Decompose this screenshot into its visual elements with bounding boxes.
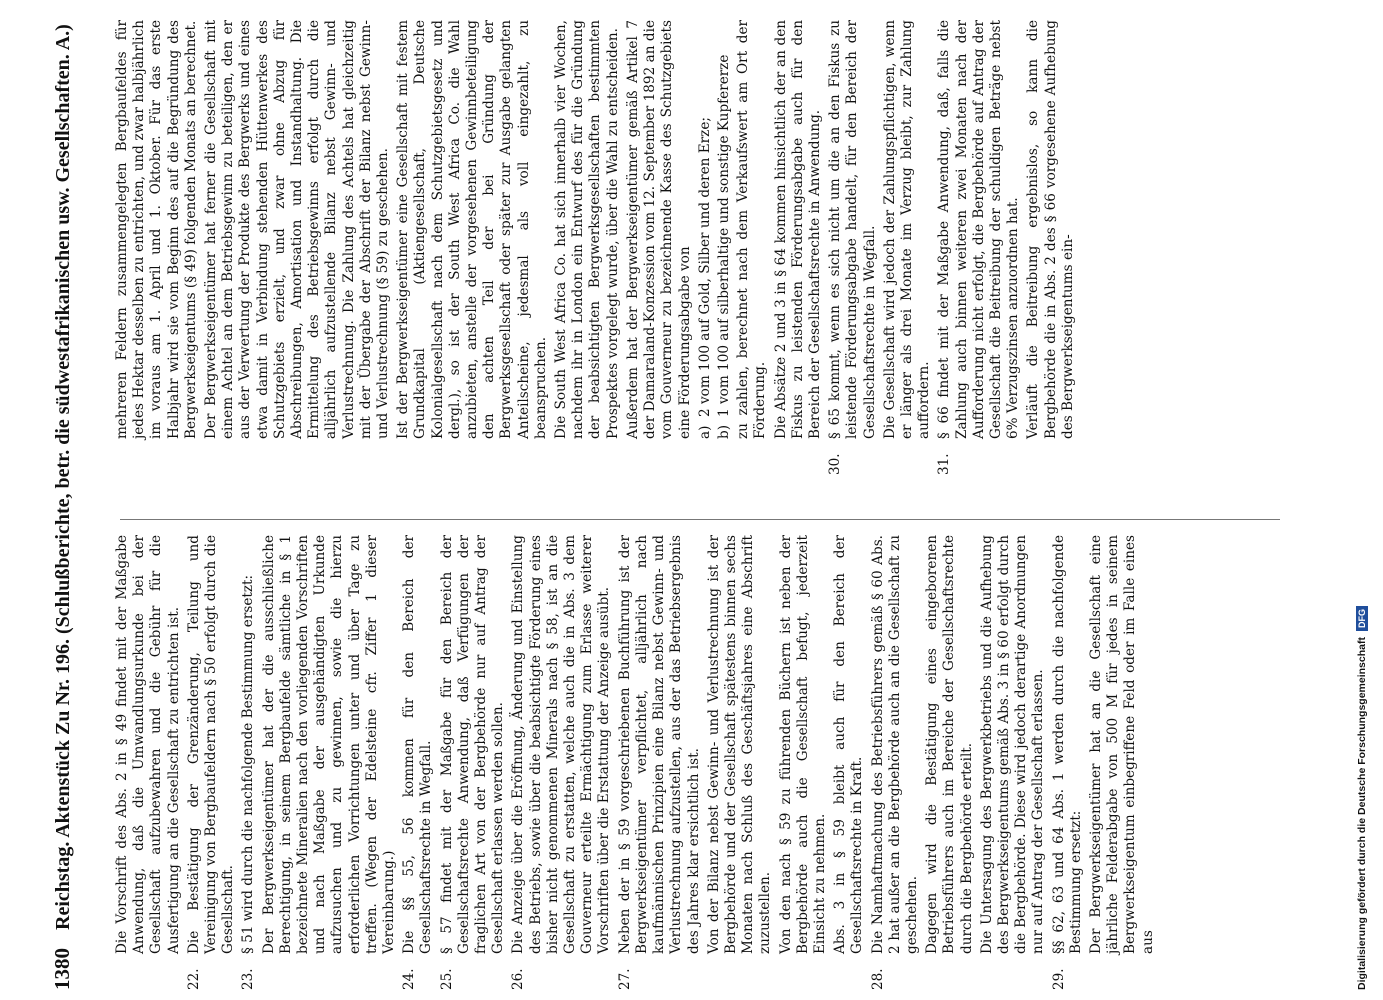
dfg-logo: DFG: [1356, 606, 1368, 631]
paragraph-number: [203, 439, 392, 475]
paragraph-text: 2 vom 100 auf Gold, Silber und deren Erze;: [696, 117, 713, 417]
paragraph-number: [706, 954, 775, 990]
paragraph-text: Von der Bilanz nebst Gewinn- und Verlustrechnung ist der Bergbehörde und der Gesellschaft spätestens binnen sechs Monaten nach Schluß des Geschäftsjahres eine Abschrift zuzustellen.: [705, 535, 774, 954]
paragraph-number: 31.: [936, 453, 953, 475]
paragraph: [979, 535, 1048, 990]
paragraph: [401, 535, 435, 990]
paragraph-number: [832, 954, 866, 990]
paragraph-text: Die §§ 55, 56 kommen für den Bereich der Gesellschaftsrechte in Wegfall.: [401, 535, 435, 954]
paragraph: [395, 20, 550, 475]
paragraph-text: Neben der in § 59 vorgeschriebenen Buchführung ist der Bergwerkseigentümer verpflichtet, alljährlich nach kaufmännischen Prinzipien eine Bilanz nebst Gewinn- und Verlustrechnung aufzustellen, aus der das Betriebsergebnis des Jahres klar ersichtlich ist.: [616, 535, 702, 954]
paragraph-text: Die Gesellschaft wird jedoch der Zahlungspflichtigen, wenn er länger als drei Monate im Verzug bleibt, zur Zahlung auffordern.: [881, 20, 933, 439]
paragraph-text: § 65 kommt, wenn es sich nicht um die an den Fiskus zu leistende Förderungsabgabe handelt, für den Bereich der Gesellschaftsrechte in Wegfall.: [827, 20, 878, 439]
paragraph: [240, 535, 257, 990]
paragraph-text: Ist der Bergwerkseigentümer eine Gesellschaft mit festem Grundkapital (Aktiengesellschaft, Deutsche Kolonialgesellschaft nach dem Schutzgebietsgesetz und dergl.), so ist der South West Africa Co. die Wahl anzubieten, anstelle der vorgesehenen Gewinnbeteiligung den achten Teil der bei Gründung der Bergwerksgesellschaft oder später zur Ausgabe gelangten Anteilscheine, jedesmal als voll eingezahlt, zu beanspruchen.: [395, 20, 549, 439]
paragraph-number: 28.: [869, 968, 886, 990]
paragraph: [1025, 20, 1077, 475]
paragraph: [716, 20, 733, 475]
paragraph-number: 25.: [438, 968, 455, 990]
paragraph-number: 30.: [827, 453, 844, 475]
paragraph-number: 29.: [1050, 968, 1067, 990]
paragraph-text: Dagegen wird die Bestätigung eines eingeborenen Betriebsführers auch im Bereiche der Gesellschaftsrechte durch die Bergbehörde erteilt.: [924, 535, 975, 954]
paragraph-text: Die Bestätigung der Grenzänderung, Teilung und Vereinigung von Bergbaufeldern nach § 50 erfolgt durch die Gesellschaft.: [185, 535, 237, 954]
page-number: 1380: [50, 948, 74, 990]
paragraph-number: [778, 954, 830, 990]
paragraph-number: 24.: [401, 968, 418, 990]
paragraph: [261, 535, 399, 990]
paragraph-number: [261, 954, 399, 990]
paragraph-number: [735, 439, 769, 475]
paragraph-number: 26.: [510, 968, 527, 990]
paragraph-text: Der Bergwerkseigentümer hat der die ausschließliche Berechtigung, in seinem Bergbaufelde sämtliche in § 1 bezeichnete Mineralien nach den vorliegenden Vorschriften und nach Maßgabe der ausgehändigten Urkunde aufzusuchen und zu gewinnen, sowie die hierzu erforderlichen Vorrichtungen unter und über Tage zu treffen. (Wegen der Edelsteine cfr. Ziffer 1 dieser Vereinbarung.): [260, 535, 398, 954]
paragraph: [870, 535, 922, 990]
paragraph-number: [114, 954, 183, 990]
paragraph: [697, 20, 714, 475]
paragraph: [706, 535, 775, 990]
paragraph-text: § 57 findet mit der Maßgabe für den Bereich der Gesellschaftsrechte Anwendung, daß Verfügungen der fraglichen Art von der Bergbehörde nur auf Antrag der Gesellschaft erlassen werden sollen.: [438, 535, 507, 954]
paragraph: [625, 20, 694, 475]
paragraph: [1051, 535, 1085, 990]
sidebar-credit: [1352, 10, 1380, 990]
paragraph-text: Die Untersagung des Bergwerkbetriebs und die Aufhebung des Bergwerkseigentums gemäß Abs. 3 in § 60 erfolgt durch die Bergbehörde. Diese wird jedoch derartige Anordnungen nur auf Antrag der Gesellschaft erlassen.: [978, 535, 1047, 954]
paragraph-number: [553, 439, 622, 475]
paragraph: [114, 535, 183, 990]
paragraph-number: [979, 954, 1048, 990]
paragraph: [832, 535, 866, 990]
paragraph: [778, 535, 830, 990]
paragraph: [114, 20, 200, 475]
paragraph-text: zu zahlen, berechnet nach dem Verkaufswert am Ort der Förderung.: [735, 20, 769, 439]
paragraph-text: Die Vorschrift des Abs. 2 in § 49 findet mit der Maßgabe Anwendung, daß die Umwandlungsurkunde bei der Gesellschaft aufzubewahren und die Gebühr für die Ausfertigung an die Gesellschaft zu entrichten ist.: [114, 535, 182, 954]
paragraph-number: [114, 439, 200, 475]
column-divider: [120, 519, 1280, 520]
running-title: Reichstag. Aktenstück Zu Nr. 196. (Schlußberichte, betr. die südwestafrikanischen usw. Gesellschaften. A.): [52, 24, 74, 930]
paragraph-text: § 66 findet mit der Maßgabe Anwendung, daß, falls die Zahlung auch binnen weiteren zwei Monaten nach der Aufforderung nicht erfolgt, die Bergbehörde auf Antrag der Gesellschaft die Beitreibung der schuldigen Beträge nebst 6% Verzugszinsen anzuordnen hat.: [936, 20, 1022, 439]
paragraph: [617, 535, 703, 990]
paragraph: [773, 20, 825, 475]
paragraph-number: 23.: [240, 968, 257, 990]
page-header: [50, 20, 90, 990]
paragraph: [439, 535, 508, 990]
paragraph: [936, 20, 1022, 475]
paragraph-number: [395, 439, 550, 475]
paragraph-text: Die South West Africa Co. hat sich innerhalb vier Wochen, nachdem ihr in London ein Entwurf des für die Gründung der beabsichtigten Bergwerksgesellschaften bestimmten Prospektes vorgelegt wurde, über die Wahl zu entscheiden.: [553, 20, 621, 439]
paragraph-number: 22.: [185, 968, 202, 990]
paragraph: [553, 20, 622, 475]
paragraph-number: 27.: [616, 968, 633, 990]
paragraph-text: 1 vom 100 auf silberhaltige und sonstige Kupfererze: [715, 54, 732, 417]
paragraph-number: [625, 439, 694, 475]
paragraph-number: [1088, 954, 1157, 990]
paragraph-number: [924, 954, 976, 990]
paragraph: [186, 535, 238, 990]
paragraph: [1088, 535, 1157, 990]
paragraph: [882, 20, 934, 475]
paragraph: [827, 20, 879, 475]
paragraph-number: [1025, 439, 1077, 475]
paragraph: [924, 535, 976, 990]
rotated-page-content: [50, 20, 1350, 990]
paragraph-text: Von den nach § 59 zu führenden Büchern ist neben der Bergbehörde auch die Gesellschaft befugt, jederzeit Einsicht zu nehmen.: [777, 535, 828, 954]
paragraph-text: mehreren Feldern zusammengelegten Bergbaufeldes für jedes Hektar desselben zu entrichten, und zwar halbjährlich im voraus am 1. April und 1. Oktober. Für das erste Halbjahr wird sie vom Beginn des auf die Begründung des Bergwerkseigentums (§ 49) folgenden Monats an berechnet.: [114, 20, 199, 439]
paragraph: [735, 20, 769, 475]
left-column: [114, 535, 1160, 990]
paragraph-text: §§ 62, 63 und 64 Abs. 1 werden durch die nachfolgende Bestimmung ersetzt:: [1050, 535, 1084, 954]
paragraph-text: Abs. 3 in § 59 bleibt auch für den Bereich der Gesellschaftsrechte in Kraft.: [832, 535, 866, 954]
paragraph: [510, 535, 613, 990]
right-column: [114, 20, 1080, 475]
paragraph-number: a): [696, 425, 713, 439]
paragraph-text: Außerdem hat der Bergwerkseigentümer gemäß Artikel 7 der Damaraland-Konzession vom 12. September 1892 an die vom Gouverneur zu bezeichnende Kasse des Schutzgebiets eine Förderungsabgabe von: [624, 20, 693, 439]
paragraph-text: Die Absätze 2 und 3 in § 64 kommen hinsichtlich der an den Fiskus zu leistenden Förderungsabgabe auch für den Bereich der Gesellschaftsrechte in Anwendung.: [772, 20, 823, 439]
paragraph-number: [882, 439, 934, 475]
paragraph-number: b): [715, 424, 732, 439]
paragraph-text: § 51 wird durch die nachfolgende Bestimmung ersetzt:: [240, 574, 257, 954]
paragraph-text: Die Namhaftmachung des Betriebsführers gemäß § 60 Abs. 2 hat außer an die Bergbehörde auch an die Gesellschaft zu geschehen.: [869, 535, 920, 954]
paragraph-text: Der Bergwerkseigentümer hat an die Gesellschaft eine jährliche Felderabgabe von 500 M für jedes in seinem Bergwerkseigentum einbegriffene Feld oder im Falle eines aus: [1087, 535, 1156, 954]
paragraph-text: Der Bergwerkseigentümer hat ferner die Gesellschaft mit einem Achtel an dem Betriebsgewinn zu beteiligen, den er aus der Verwertung der Produkte des Bergwerks und eines etwa damit in Verbindung stehenden Hüttenwerkes des Schutzgebiets erzielt, und zwar ohne Abzug für Abschreibungen, Amortisation und Instandhaltung. Die Ermittelung des Betriebsgewinns erfolgt durch die alljährlich aufzustellende Bilanz nebst Gewinn- und Verlustrechnung. Die Zahlung des Achtels hat gleichzeitig mit der Übergabe der Abschrift der Bilanz nebst Gewinn- und Verlustrechnung (§ 59) zu geschehen.: [203, 20, 392, 439]
paragraph-text: Die Anzeige über die Eröffnung, Änderung und Einstellung des Betriebs, sowie über die beabsichtigte Förderung eines bisher nicht genommenen Minerals nach § 58, ist an die Gesellschaft zu erstatten, welche auch die in Abs. 3 dem Gouverneur erteilte Ermächtigung zum Erlasse weiterer Vorschriften über die Erstattung der Anzeige ausübt.: [510, 535, 613, 954]
paragraph-number: [773, 439, 825, 475]
paragraph-text: Verläuft die Beitreibung ergebnislos, so kann die Bergbehörde die in Abs. 2 des § 66 vorgesehene Aufhebung des Bergwerkseigentums ein-: [1025, 20, 1076, 439]
dfg-credit-text: Digitalisierung gefördert durch die Deutsche Forschungsgemeinschaft: [1356, 637, 1368, 990]
paragraph: [203, 20, 392, 475]
